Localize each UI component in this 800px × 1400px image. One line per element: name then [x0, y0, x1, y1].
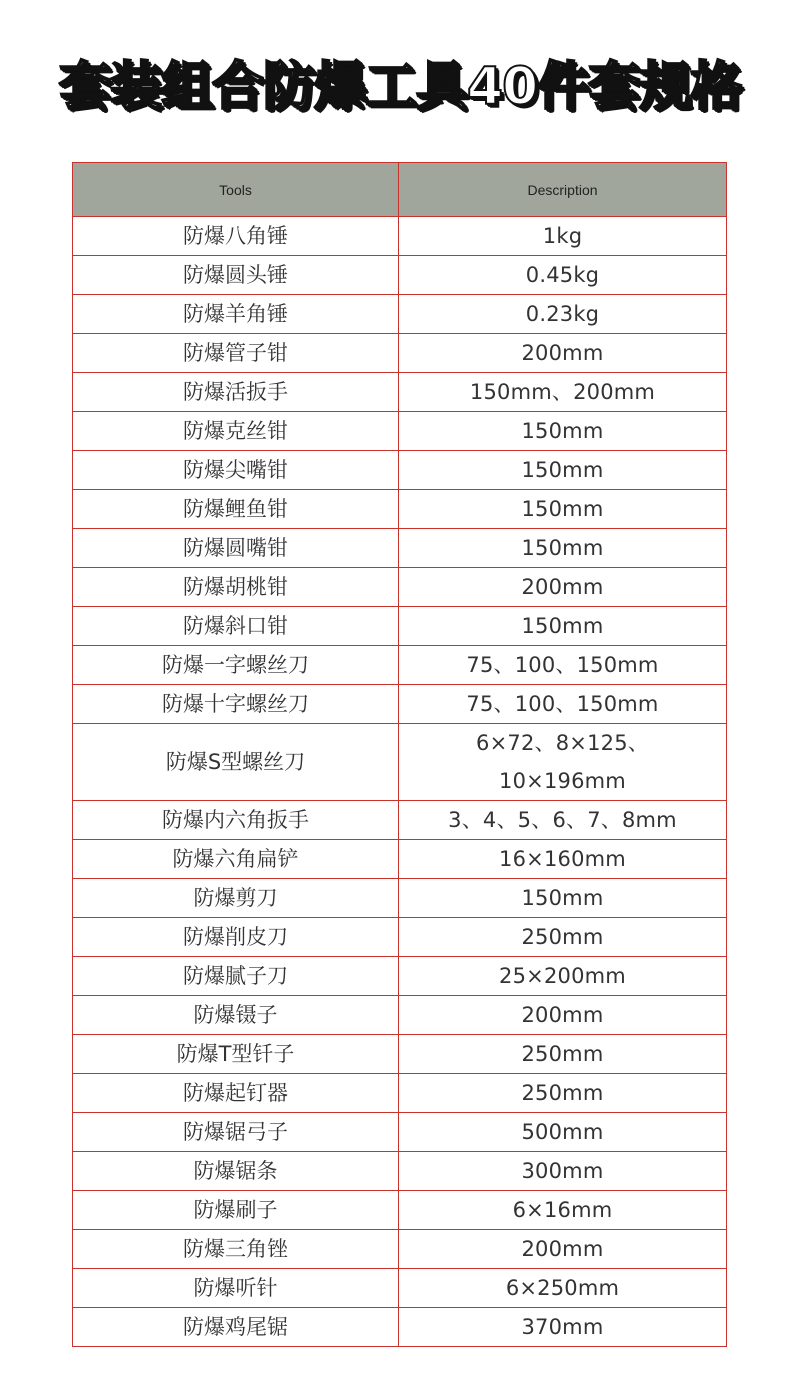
description-cell: 200mm	[399, 334, 727, 373]
table-row	[73, 490, 727, 529]
tool-cell: 防爆三角锉	[73, 1230, 399, 1269]
page-title: 套装组合防爆工具40件套规格	[58, 57, 742, 117]
table-row	[73, 568, 727, 607]
table-row	[73, 217, 727, 256]
spec-table	[72, 162, 727, 1347]
description-cell: 250mm	[399, 1035, 727, 1074]
table-row	[73, 646, 727, 685]
table-row	[73, 1230, 727, 1269]
table-row	[73, 801, 727, 840]
table-row	[73, 879, 727, 918]
table-row	[73, 256, 727, 295]
description-cell: 6×16mm	[399, 1191, 727, 1230]
table-row	[73, 1035, 727, 1074]
description-cell: 1kg	[399, 217, 727, 256]
tool-cell: 防爆鸡尾锯	[73, 1308, 399, 1347]
tool-cell: 防爆S型螺丝刀	[73, 724, 399, 801]
table-row	[73, 295, 727, 334]
description-cell: 3、4、5、6、7、8mm	[399, 801, 727, 840]
description-cell: 300mm	[399, 1152, 727, 1191]
table-row	[73, 685, 727, 724]
tool-cell: 防爆管子钳	[73, 334, 399, 373]
description-cell: 0.45kg	[399, 256, 727, 295]
description-cell: 6×250mm	[399, 1269, 727, 1308]
description-cell: 75、100、150mm	[399, 646, 727, 685]
tool-cell: 防爆剪刀	[73, 879, 399, 918]
tool-cell: 防爆十字螺丝刀	[73, 685, 399, 724]
description-cell: 75、100、150mm	[399, 685, 727, 724]
description-cell: 16×160mm	[399, 840, 727, 879]
tool-cell: 防爆T型钎子	[73, 1035, 399, 1074]
table-row	[73, 529, 727, 568]
table-row	[73, 840, 727, 879]
tool-cell: 防爆活扳手	[73, 373, 399, 412]
description-cell: 200mm	[399, 996, 727, 1035]
table-row	[73, 918, 727, 957]
description-cell: 0.23kg	[399, 295, 727, 334]
table-row	[73, 724, 727, 801]
description-cell: 150mm	[399, 879, 727, 918]
tool-cell: 防爆尖嘴钳	[73, 451, 399, 490]
description-cell: 500mm	[399, 1113, 727, 1152]
tool-cell: 防爆鲤鱼钳	[73, 490, 399, 529]
description-cell: 6×72、8×125、10×196mm	[399, 724, 727, 801]
description-cell: 200mm	[399, 1230, 727, 1269]
tool-cell: 防爆六角扁铲	[73, 840, 399, 879]
column-header-description: Description	[399, 163, 727, 217]
tool-cell: 防爆圆头锤	[73, 256, 399, 295]
description-cell: 250mm	[399, 1074, 727, 1113]
description-cell: 150mm、200mm	[399, 373, 727, 412]
tool-cell: 防爆胡桃钳	[73, 568, 399, 607]
description-cell: 150mm	[399, 490, 727, 529]
table-row	[73, 1269, 727, 1308]
description-cell: 25×200mm	[399, 957, 727, 996]
table-row	[73, 1191, 727, 1230]
description-cell: 150mm	[399, 451, 727, 490]
tool-cell: 防爆听针	[73, 1269, 399, 1308]
tool-cell: 防爆圆嘴钳	[73, 529, 399, 568]
table-row	[73, 1113, 727, 1152]
table-row	[73, 996, 727, 1035]
tool-cell: 防爆刷子	[73, 1191, 399, 1230]
column-header-tools: Tools	[73, 163, 399, 217]
table-row	[73, 1074, 727, 1113]
table-row	[73, 607, 727, 646]
tool-cell: 防爆起钉器	[73, 1074, 399, 1113]
table-row	[73, 957, 727, 996]
description-cell: 150mm	[399, 412, 727, 451]
description-cell: 370mm	[399, 1308, 727, 1347]
tool-cell: 防爆锯弓子	[73, 1113, 399, 1152]
tool-cell: 防爆羊角锤	[73, 295, 399, 334]
description-cell: 150mm	[399, 607, 727, 646]
description-cell: 250mm	[399, 918, 727, 957]
table-row	[73, 1152, 727, 1191]
tool-cell: 防爆八角锤	[73, 217, 399, 256]
table-row	[73, 373, 727, 412]
table-row	[73, 1308, 727, 1347]
description-cell: 150mm	[399, 529, 727, 568]
tool-cell: 防爆内六角扳手	[73, 801, 399, 840]
table-row	[73, 451, 727, 490]
tool-cell: 防爆削皮刀	[73, 918, 399, 957]
tool-cell: 防爆克丝钳	[73, 412, 399, 451]
tool-cell: 防爆腻子刀	[73, 957, 399, 996]
tool-cell: 防爆斜口钳	[73, 607, 399, 646]
tool-cell: 防爆一字螺丝刀	[73, 646, 399, 685]
table-header-row	[73, 163, 727, 217]
table-row	[73, 334, 727, 373]
table-row	[73, 412, 727, 451]
tool-cell: 防爆镊子	[73, 996, 399, 1035]
tool-cell: 防爆锯条	[73, 1152, 399, 1191]
description-cell: 200mm	[399, 568, 727, 607]
